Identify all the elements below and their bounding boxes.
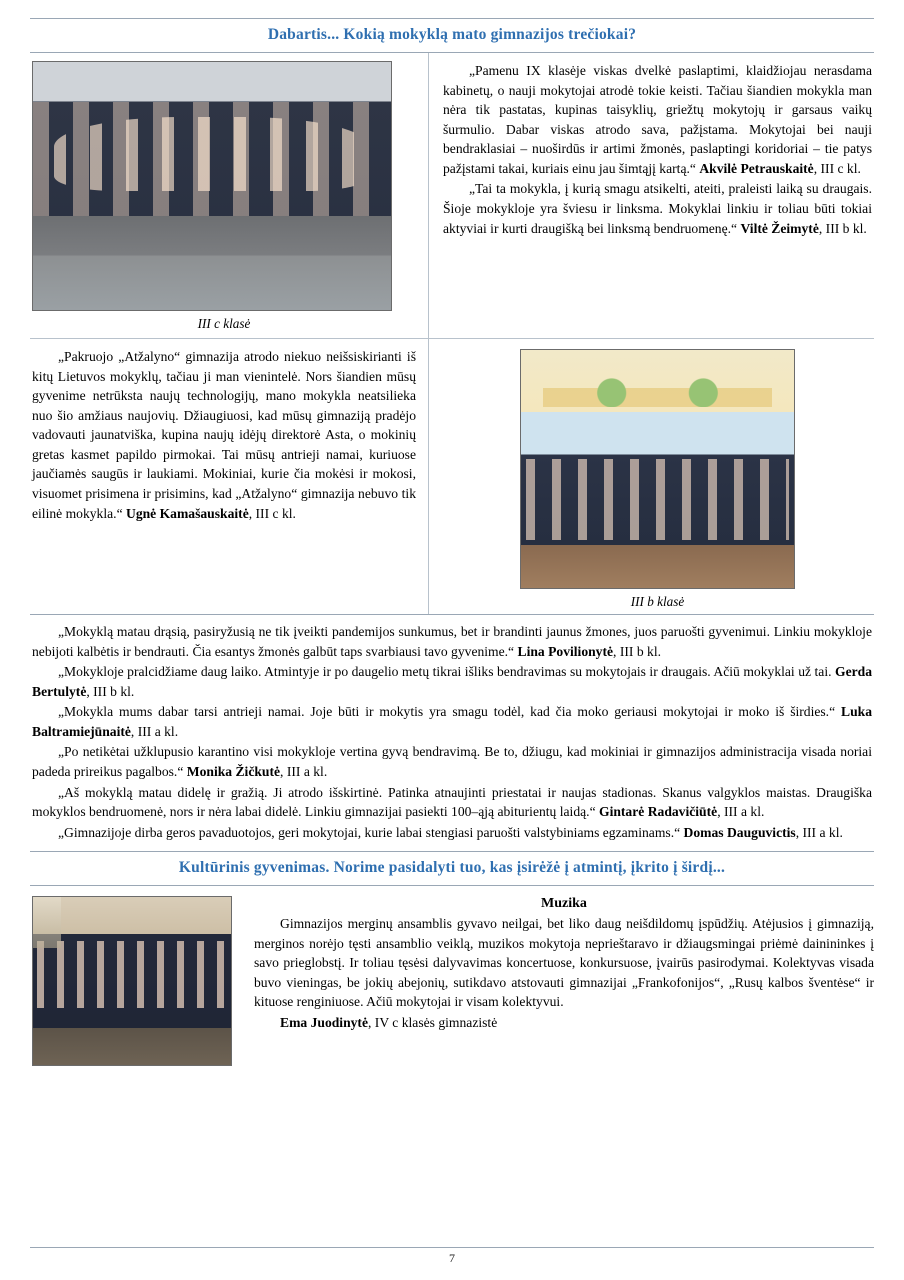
quote-text: „Po netikėtai užklupusio karantino visi mokykloje vertina gyvą bendravimą. Be to, džiugu, kad mokiniai ir gimnazijos administracija visada noriai padeda prireikus pagalbos.“ [32, 744, 872, 779]
music-signature [254, 1013, 874, 1033]
quote-class: , III a kl. [280, 763, 328, 779]
quote-author: Monika Žičkutė [186, 763, 281, 779]
quote-text: „Mokykla mums dabar tarsi antrieji namai. Joje būti ir mokytis yra smagu todėl, kad čia moko geriausi mokytojai ir moko iš širdies.“ [58, 704, 842, 720]
quote-class: , III a kl. [717, 804, 765, 820]
quote-text: „Aš mokyklą matau didelę ir gražią. Ji atrodo išskirtinė. Patinka atnaujinti priestatai ir naujas stadionas. Skanus valgyklos maistas. Draugiška mokyklos bendruomenė, nors ir nėra labai didelė. Linkiu gimnazijai pasiekti 100–ąją abiturientų laidą.“ [32, 784, 872, 820]
middle-text-column [30, 339, 428, 614]
quote-class: , III a kl. [130, 723, 179, 739]
caption-class-3b: III b klasė [630, 594, 685, 609]
photo-3c-wrap [32, 61, 416, 311]
quote-vilte-class: , III b kl. [818, 220, 867, 236]
quote-text: „Mokyklą matau drąsią, pasiryžusią ne tik įveikti pandemijos sunkumus, bet ir brandinti jaunus žmones, juos paruošti gyvenimui. Linkiu mokykloje nebijoti kalbėtis ir bendrauti. Čia esantys žmonės galbūt taps svarbiausi tavo gyvenime.“ [32, 624, 872, 659]
top-photo-column [30, 53, 428, 338]
quote-text: „Gimnazijoje dirba geros pavaduotojos, geri mokytojai, kurie labai stengiasi paruošti valstybiniams egzaminams.“ [58, 824, 684, 840]
top-text-column [428, 53, 874, 338]
quote-text: „Mokykloje pralcidžiame daug laiko. Atmintyje ir po daugelio metų tikrai išliks bendravimas su mokytojais ir draugais. Ačiū mokyklai už tai. [58, 664, 835, 680]
quote-ugne [32, 347, 416, 523]
quote-author: Luka Baltramiejūnaitė [32, 704, 872, 739]
music-author: Ema Juodinytė [280, 1015, 368, 1030]
quote-author: Lina Povilionytė [517, 643, 614, 659]
quote-ugne-text: „Pakruojo „Atžalyno“ gimnazija atrodo niekuo neišsiskirianti iš kitų Lietuvos mokyklų, tačiau ji man vienintelė. Nors šiandien mūsų gyvenime netrūksta naujų technologijų, mano mokykla neatsilieka nuo šio amžiaus naujovių. Džiaugiuosi, kad mūsų gimnaziją pradėjo vadovauti jaunatviška, kupina naujų idėjų direktorė Asta, o mokinių gretas kasmet papildo pirmokai. Tai mūsų antrieji namai, kuriuose jaučiamės saugūs ir laukiami. Mokiniai, kurie čia mokėsi ir mokosi, visuomet prisimena ir prisimins, kad „Atžalyno“ gimnazija nebuvo tik eilinė mokykla.“ [32, 349, 416, 521]
quote-item [32, 702, 872, 741]
section-heading-culture: Kultūrinis gyvenimas. Norime pasidalyti tuo, kas įsirėžė į atmintį, įkrito į širdį... [178, 859, 726, 877]
quote-vilte-text: „Tai ta mokykla, į kurią smagu atsikelti, ateiti, praleisti laiką su draugais. Šioje mokykloje yra šviesu ir linksma. Mokyklai linkiu ir toliau būti tokiai aktyviai ir kurti draugišką bei linksmą bendruomenę.“ [443, 181, 872, 236]
photo-3b-wrap [443, 349, 872, 589]
quote-author: Gerda Bertulytė [32, 664, 872, 699]
quote-item [32, 823, 872, 843]
quote-akvile [443, 61, 872, 178]
quote-class: , III b kl. [86, 683, 135, 699]
quote-class: , III a kl. [795, 824, 843, 840]
middle-photo-column [428, 339, 874, 614]
quote-author: Gintarė Radavičiūtė [599, 804, 718, 820]
music-block [30, 886, 874, 1066]
middle-block [30, 339, 874, 614]
quote-akvile-text: „Pamenu IX klasėje viskas dvelkė paslaptimi, klaidžiojau nerasdama kabinetų, o nauji mokytojai atrodė tokie keisti. Tačiau šiandien mokykla man nėra tik pastatas, kupinas taisyklių, griežtų mokytojų ir garsaus vaikų šurmulio. Dabar viskas atrodo sava, pažįstama. Mokytojai bei nauji bendraklasiai – nuoširdūs ir artimi žmonės, paslaptingi koridoriai – tie patys pažįstami takai, kuriais einu jau šimtąjį kartą.“ [443, 63, 872, 176]
page-footer [30, 1247, 874, 1266]
caption-class-3c: III c klasė [197, 316, 251, 331]
quote-item [32, 783, 872, 822]
page-number: 7 [449, 1251, 455, 1265]
music-photo-column [30, 896, 246, 1066]
section-heading-present: Dabartis... Kokią mokyklą mato gimnazijos trečiokai? [267, 26, 637, 43]
photo-class-3b [520, 349, 795, 589]
quote-vilte [443, 179, 872, 238]
photo-class-3c [32, 61, 392, 311]
top-block [30, 53, 874, 338]
music-title: Muzika [541, 896, 587, 912]
quote-item [32, 742, 872, 781]
quote-author: Domas Dauguvictis [683, 824, 796, 840]
quote-class: , III b kl. [613, 643, 661, 659]
quotes-block [30, 615, 874, 851]
photo-choir [32, 896, 232, 1066]
music-text: Gimnazijos merginų ansamblis gyvavo neilgai, bet liko daug neišdildomų įspūdžių. Atėjusios į gimnaziją, merginos norėjo tęsti ansamblio veiklą, muzikos mokytoja neprieštaravo ir džiaugsmingai priėmė dainininkes į savo prieglobstį. Ir toliau tęsėsi dalyvavimas koncertuose, konkursuose, įvairūs pasirodymai. Kolektyvas visada buvo vieningas, be jokių abejonių, sutikdavo atstovauti gimnazijai „Frankofonijos“, „Rusų kalbos šventėse“ ir kituose renginiuose. Ačiū mokytojai ir visam kolektyvui. [254, 916, 874, 1010]
music-author-class: , IV c klasės gimnazistė [368, 1015, 498, 1030]
quote-akvile-author: Akvilė Petrauskaitė [699, 160, 814, 176]
quote-ugne-author: Ugnė Kamašauskaitė [126, 505, 249, 521]
quote-akvile-class: , III c kl. [813, 160, 861, 176]
quote-item [32, 622, 872, 661]
quote-vilte-author: Viltė Žeimytė [740, 220, 819, 236]
quote-ugne-class: , III c kl. [248, 505, 296, 521]
quote-item [32, 662, 872, 701]
music-text-column [246, 896, 874, 1033]
